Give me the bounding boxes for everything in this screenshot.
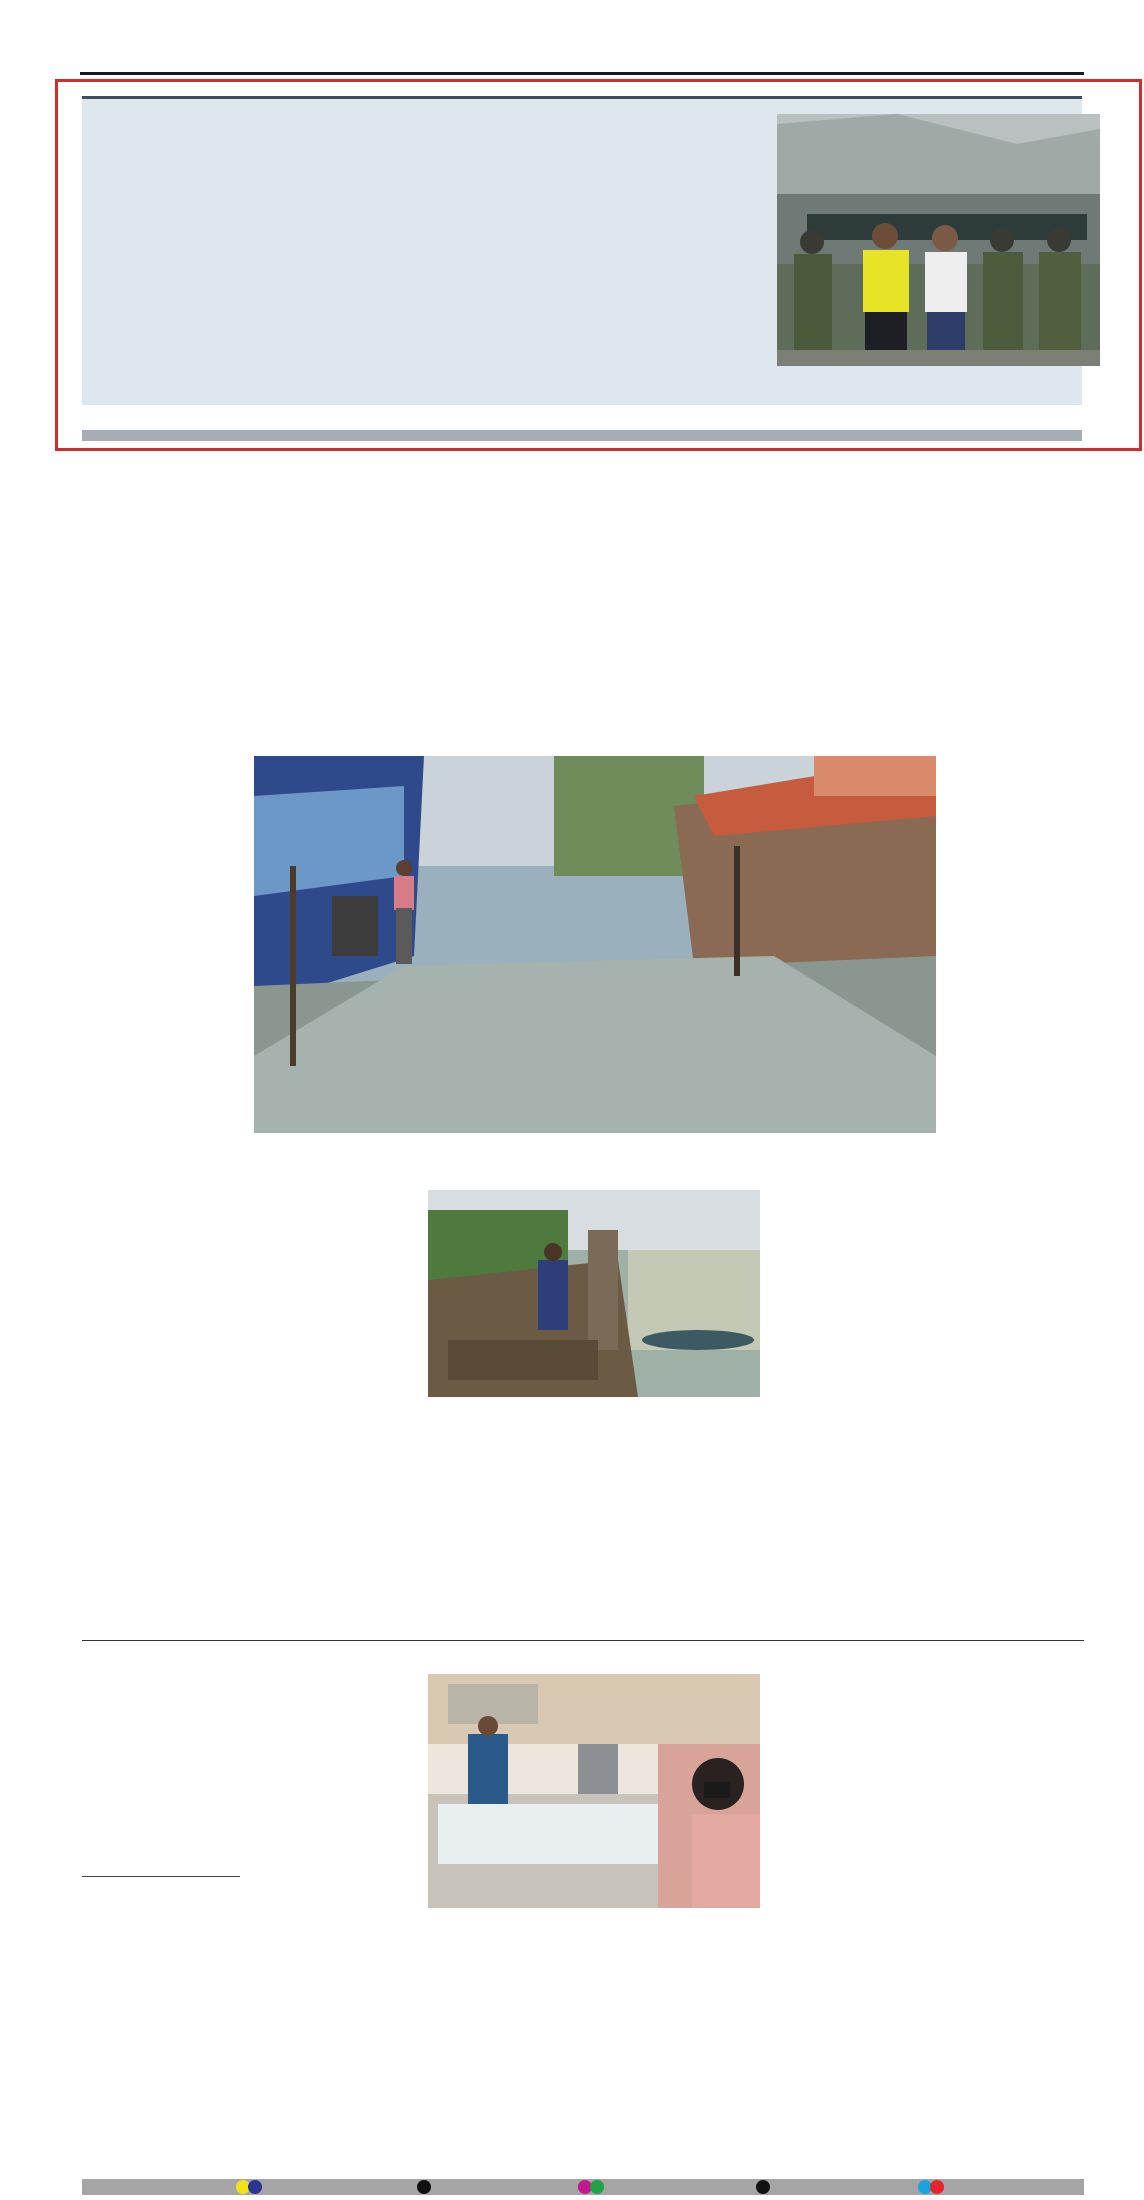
- registration-dot-green: [590, 2180, 604, 2194]
- deck-divider: [82, 1876, 240, 1877]
- registration-dot-blue: [248, 2180, 262, 2194]
- main-column-1: [82, 532, 234, 546]
- retaining-wall-illustration: [428, 1190, 760, 1397]
- selection-highlight-box: [55, 79, 1142, 451]
- registration-dot-red: [930, 2180, 944, 2194]
- flood-photo: [254, 756, 936, 1133]
- butcher-photo: [428, 1674, 760, 1908]
- registration-dot-black: [756, 2180, 770, 2194]
- section-divider: [82, 1640, 1084, 1641]
- main-column-2: [254, 1192, 414, 1206]
- masthead: [1080, 50, 1084, 67]
- registration-dot-black: [417, 2180, 431, 2194]
- flood-photo-illustration: [254, 756, 936, 1133]
- header-rule: [80, 72, 1084, 75]
- main-column-5: [774, 1192, 934, 1206]
- butcher-photo-illustration: [428, 1674, 760, 1908]
- retaining-wall-photo: [428, 1190, 760, 1397]
